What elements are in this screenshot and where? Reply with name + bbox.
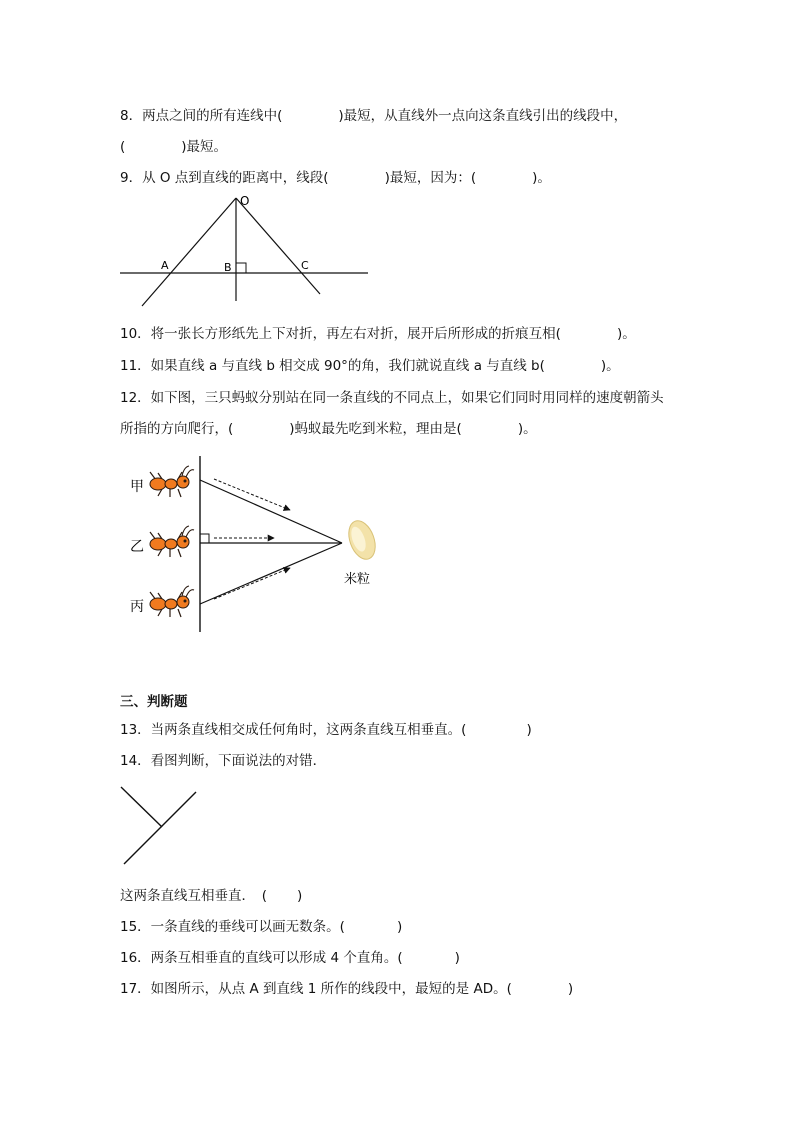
segment-oc	[236, 198, 320, 294]
question-10: 10．将一张长方形纸先上下对折，再左右对折，展开后所形成的折痕互相( )。	[120, 326, 636, 342]
ant-yi	[150, 526, 194, 557]
figure-two-lines-svg	[116, 782, 206, 872]
question-9: 9．从 O 点到直线的距离中，线段( )最短，因为：( )。	[120, 170, 551, 186]
label-c: C	[301, 259, 309, 272]
question-12-line-1: 12．如下图，三只蚂蚁分别站在同一条直线的不同点上，如果它们同时用同样的速度朝箭头	[120, 390, 664, 406]
line-short	[121, 787, 162, 827]
label-bing: 丙	[130, 599, 144, 615]
label-jia: 甲	[130, 479, 144, 495]
right-angle-mark	[236, 263, 246, 273]
label-o: O	[240, 194, 250, 208]
right-angle-mark	[200, 534, 209, 543]
question-16: 16．两条互相垂直的直线可以形成 4 个直角。( )	[120, 950, 460, 966]
question-14-statement: 这两条直线互相垂直． ( )	[120, 888, 303, 904]
figure-point-o-distance	[110, 190, 380, 310]
arrow-jia	[214, 479, 290, 510]
segment-oa	[142, 198, 236, 306]
question-8-line-2: ( )最短。	[120, 139, 228, 155]
question-15: 15．一条直线的垂线可以画无数条。( )	[120, 919, 403, 935]
question-12-line-2: 所指的方向爬行，( )蚂蚁最先吃到米粒，理由是( )。	[120, 421, 537, 437]
path-bing	[200, 543, 342, 604]
label-rice: 米粒	[344, 572, 371, 587]
question-17: 17．如图所示，从点 A 到直线 1 所作的线段中，最短的是 AD。( )	[120, 981, 574, 997]
figure-ants-svg	[120, 452, 400, 637]
figure-ants-rice	[120, 452, 400, 637]
arrow-bing	[214, 568, 290, 599]
ant-bing	[150, 586, 194, 617]
question-14: 14．看图判断，下面说法的对错．	[120, 753, 327, 769]
rice-grain-icon	[344, 517, 380, 563]
line-long	[124, 792, 196, 864]
label-yi: 乙	[130, 539, 144, 555]
figure-two-lines	[116, 782, 206, 872]
path-jia	[200, 480, 342, 543]
ant-jia	[150, 466, 194, 497]
figure-o-svg	[110, 190, 380, 310]
question-11: 11．如果直线 a 与直线 b 相交成 90°的角，我们就说直线 a 与直线 b( )。	[120, 358, 620, 374]
question-13: 13．当两条直线相交成任何角时，这两条直线互相垂直。( )	[120, 722, 532, 738]
label-b: B	[224, 261, 232, 274]
question-8-line-1: 8．两点之间的所有连线中( )最短，从直线外一点向这条直线引出的线段中，	[120, 108, 628, 124]
section-heading: 三、判断题	[120, 694, 188, 710]
label-a: A	[161, 259, 169, 272]
